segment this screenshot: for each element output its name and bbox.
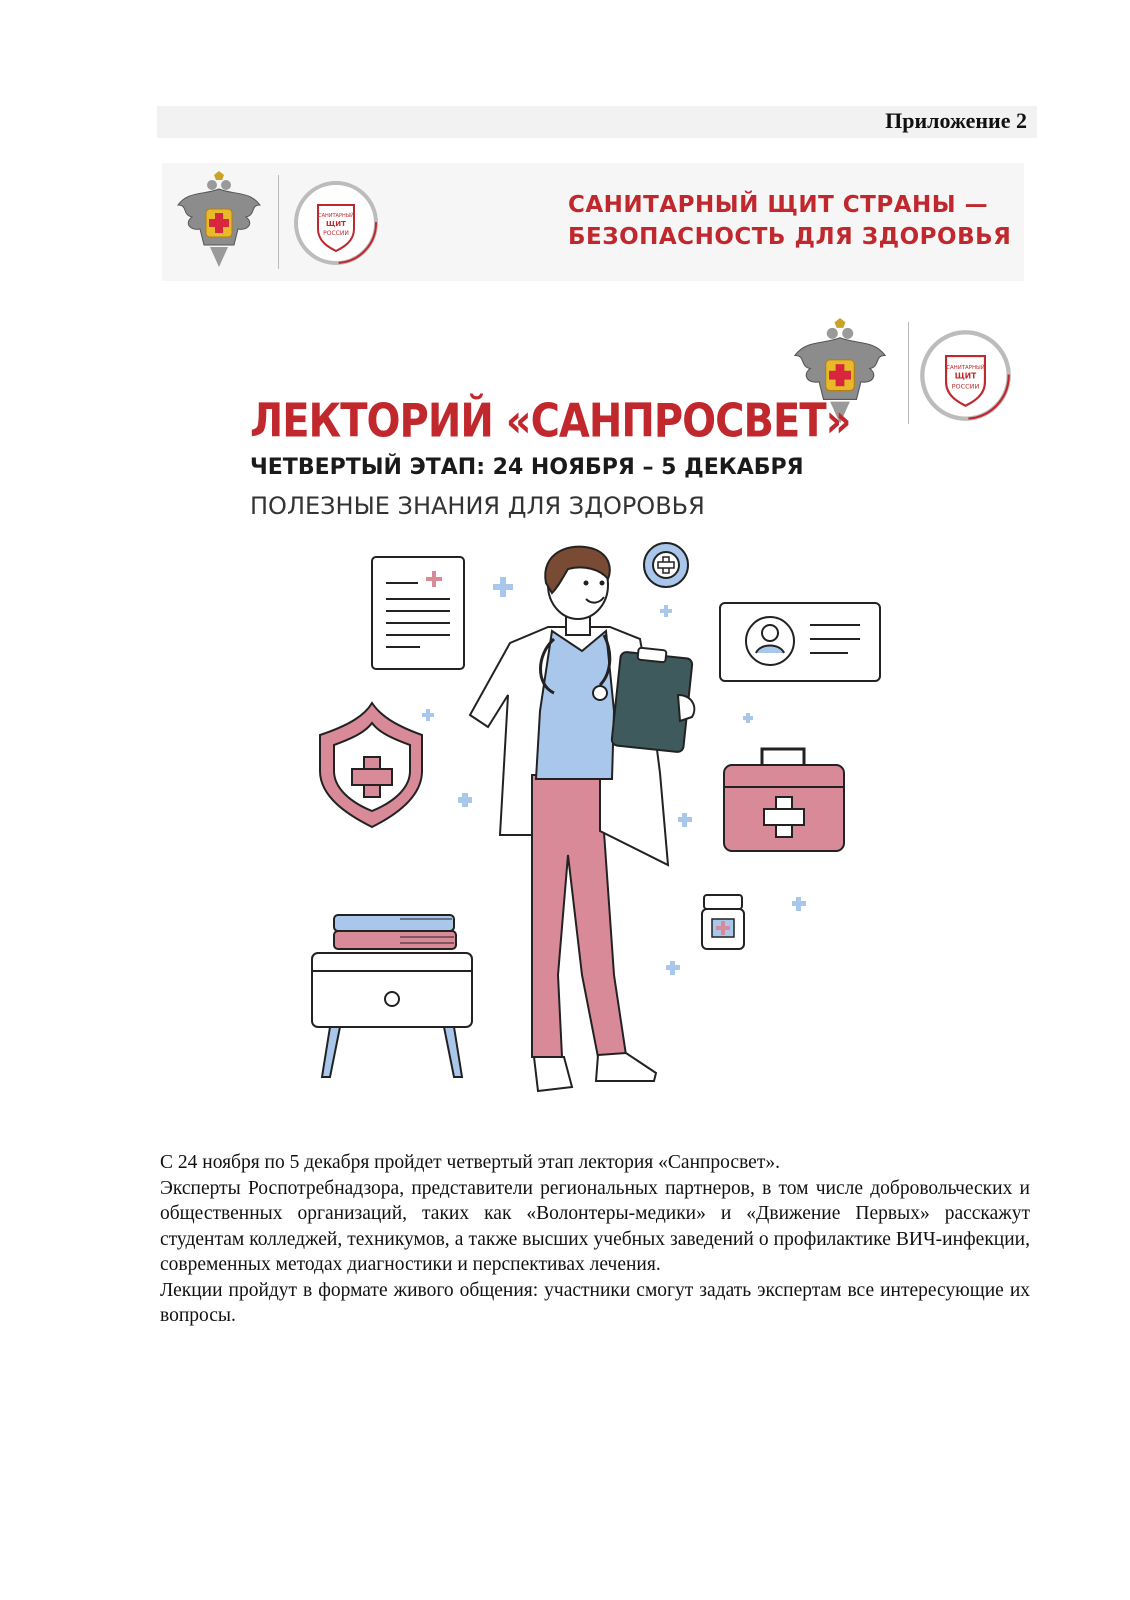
svg-text:САНИТАРНЫЙ: САНИТАРНЫЙ: [946, 365, 985, 372]
pill-jar-icon: [702, 895, 744, 949]
first-aid-kit-icon: [724, 749, 844, 851]
svg-text:РОССИИ: РОССИИ: [951, 382, 980, 391]
poster-title: ЛЕКТОРИЙ «САНПРОСВЕТ»: [250, 395, 851, 448]
top-banner: [162, 163, 1024, 281]
svg-text:ЩИТ: ЩИТ: [326, 220, 346, 228]
svg-text:РОССИИ: РОССИИ: [323, 230, 349, 237]
appendix-bar: [157, 106, 1037, 138]
banner-title: [568, 189, 1011, 253]
body-text: [160, 1150, 1030, 1329]
banner-divider: [278, 175, 279, 269]
sanitary-shield-logo: [292, 179, 380, 267]
doctor-illustration: [300, 535, 900, 1105]
doctor-figure: [470, 547, 694, 1091]
body-paragraph-1: С 24 ноября по 5 декабря пройдет четвертый этап лектория «Санпросвет».: [160, 1152, 780, 1173]
banner-title-line2: БЕЗОПАСНОСТЬ ДЛЯ ЗДОРОВЬЯ: [568, 224, 1012, 250]
sanitary-shield-logo: [918, 328, 1013, 423]
body-paragraph-3: Лекции пройдут в формате живого общения: участники смогут задать экспертам все интересующие их вопросы.: [160, 1279, 1030, 1326]
body-paragraph-2: Эксперты Роспотребнадзора, представители региональных партнеров, в том числе добровольческих и общественных организаций, таких как «Волонтеры-медики» и «Движение Первых» расскажут студентам колледжей, техникумов, а также высших учебных заведений о профилактике ВИЧ-инфекции, современных методах диагностики и перспективах лечения.: [160, 1177, 1030, 1275]
poster-stage: ЧЕТВЕРТЫЙ ЭТАП: 24 НОЯБРЯ – 5 ДЕКАБРЯ: [250, 455, 804, 480]
svg-text:САНИТАРНЫЙ: САНИТАРНЫЙ: [318, 213, 354, 219]
shield-icon: [320, 703, 422, 827]
svg-text:ЩИТ: ЩИТ: [954, 371, 977, 381]
banner-title-line1: САНИТАРНЫЙ ЩИТ СТРАНЫ —: [568, 192, 989, 218]
appendix-label: Приложение 2: [885, 108, 1027, 133]
poster-divider: [908, 322, 909, 424]
id-card-icon: [720, 603, 880, 681]
plus-bubble-icon: [644, 543, 688, 587]
poster-subtitle: ПОЛЕЗНЫЕ ЗНАНИЯ ДЛЯ ЗДОРОВЬЯ: [250, 492, 705, 520]
nightstand-icon: [312, 915, 472, 1077]
eagle-emblem-icon: [174, 171, 264, 271]
medical-record-icon: [372, 557, 464, 669]
